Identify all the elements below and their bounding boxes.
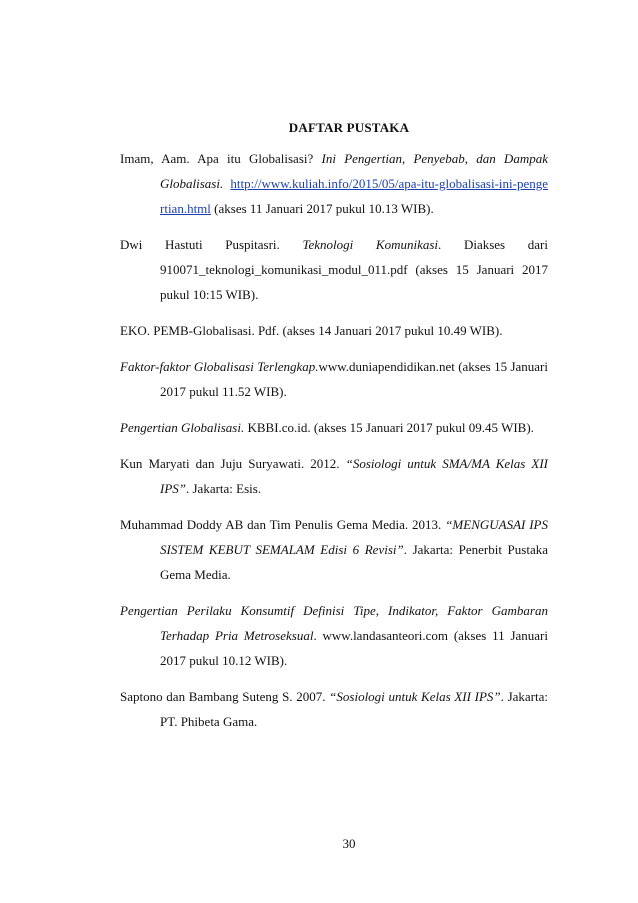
ref-italic-title: Teknologi Komunikasi xyxy=(302,237,439,252)
reference-item-4 xyxy=(120,354,548,404)
ref-text: EKO. PEMB-Globalisasi. Pdf. (akses 14 Januari 2017 pukul 10.49 WIB). xyxy=(120,323,503,338)
ref-italic-title: Ini Pengertian, Penyebab, dan Dampak Globalisasi. xyxy=(160,151,548,191)
reference-item-6 xyxy=(120,451,548,501)
ref-text: . Diakses dari 910071_teknologi_komunikasi_modul_011.pdf (akses 15 Januari 2017 pukul 10:15 WIB). xyxy=(160,237,548,302)
page-number: 30 xyxy=(342,836,356,851)
ref-text: Saptono dan Bambang Suteng S. 2007. xyxy=(120,689,330,704)
ref-text: . Jakarta: PT. Phibeta Gama. xyxy=(160,689,548,729)
ref-text: . www.landasanteori.com (akses 11 Januari 2017 pukul 10.12 WIB). xyxy=(160,628,548,668)
ref-italic-title: Faktor-faktor Globalisasi Terlengkap. xyxy=(120,359,319,374)
reference-item-1 xyxy=(120,146,548,221)
ref-text: (akses 11 Januari 2017 pukul 10.13 WIB). xyxy=(210,201,434,216)
ref-italic-title: “Sosiologi untuk SMA/MA Kelas XII IPS” xyxy=(160,456,548,496)
ref-italic-title: Pengertian Perilaku Konsumtif Definisi Tipe, Indikator, Faktor Gambaran Terhadap Pria Metroseksual xyxy=(120,603,548,643)
ref-text: Imam, Aam. Apa itu Globalisasi? xyxy=(120,151,322,166)
ref-italic-title: “MENGUASAI IPS SISTEM KEBUT SEMALAM Edisi 6 Revisi” xyxy=(160,517,548,557)
reference-item-8 xyxy=(120,598,548,673)
reference-item-3 xyxy=(120,318,548,343)
reference-item-9 xyxy=(120,684,548,734)
reference-list xyxy=(120,146,548,745)
ref-text: . Jakarta: Esis. xyxy=(186,481,262,496)
ref-text: Muhammad Doddy AB dan Tim Penulis Gema Media. 2013. xyxy=(120,517,446,532)
reference-item-2 xyxy=(120,232,548,307)
ref-text: KBBI.co.id. (akses 15 Januari 2017 pukul 09.45 WIB). xyxy=(244,420,534,435)
ref-italic-title: “Sosiologi untuk Kelas XII IPS” xyxy=(329,689,501,704)
ref-text: . Jakarta: Penerbit Pustaka Gema Media. xyxy=(160,542,548,582)
ref-link[interactable]: http://www.kuliah.info/2015/05/apa-itu-globalisasi-ini-pengertian.html xyxy=(160,176,548,216)
ref-text: Kun Maryati dan Juju Suryawati. 2012. xyxy=(120,456,346,471)
page-title: DAFTAR PUSTAKA xyxy=(288,120,410,135)
reference-item-7 xyxy=(120,512,548,587)
reference-item-5 xyxy=(120,415,548,440)
ref-text: www.duniapendidikan.net (akses 15 Januari 2017 pukul 11.52 WIB). xyxy=(160,359,548,399)
ref-italic-title: Pengertian Globalisasi. xyxy=(120,420,245,435)
ref-text: Dwi Hastuti Puspitasri. xyxy=(120,237,303,252)
